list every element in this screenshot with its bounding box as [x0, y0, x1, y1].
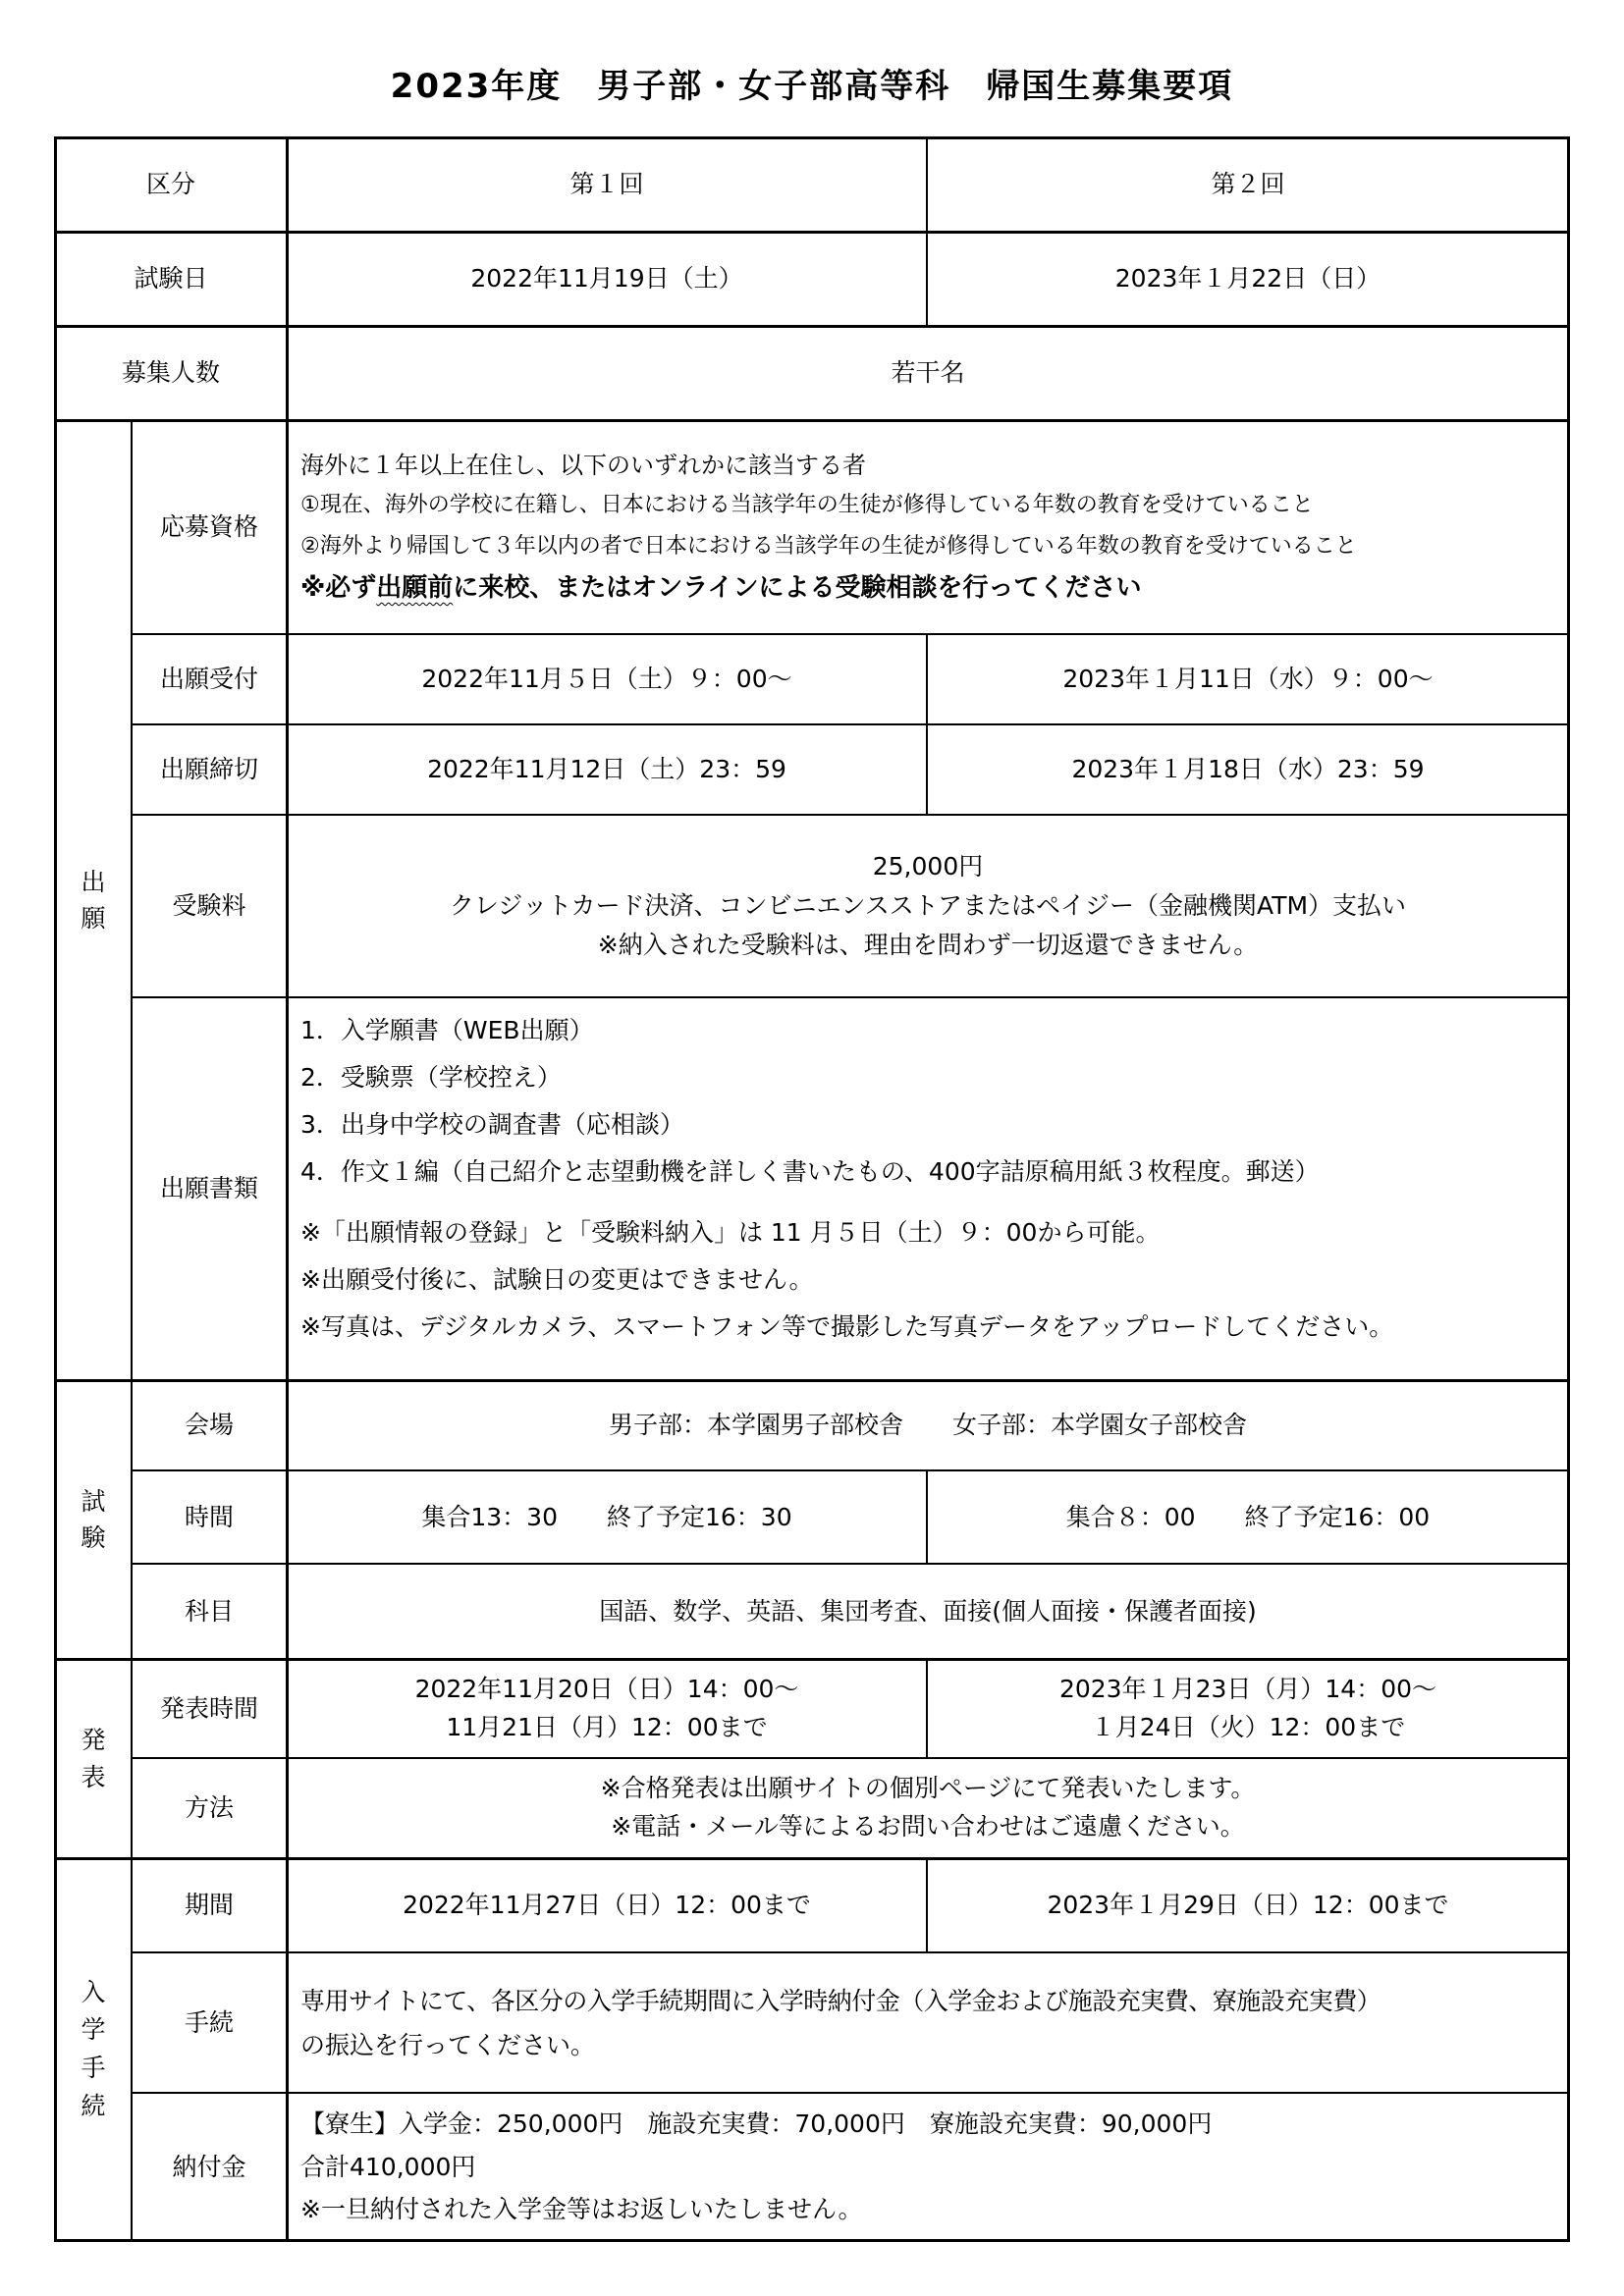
group-char: 手 [81, 2054, 106, 2082]
round2-label: 第２回 [1211, 170, 1285, 199]
announce-method-label-cell [132, 1758, 287, 1858]
exam-date-round2-value: 2023年１月22日（日） [1114, 264, 1381, 294]
acceptance-round2 [927, 634, 1569, 724]
round-col-divider [926, 1470, 928, 1564]
announce-time-round2-end: １月24日（火）12：00まで [1090, 1712, 1406, 1741]
notice-underlined: 出願前 [376, 573, 454, 603]
deadline-round2-value: 2023年１月18日（水）23：59 [1071, 755, 1425, 784]
category-header-cell [55, 137, 287, 232]
page-title: 2023年度 男子部・女子部高等科 帰国生募集要項 [390, 67, 1234, 106]
group-char: 験 [81, 1523, 106, 1552]
venue-label-cell [132, 1380, 287, 1470]
acceptance-label-cell [132, 634, 287, 724]
subrow-divider [132, 1757, 1570, 1759]
round-col-divider [926, 136, 928, 326]
exam-time-label-cell [132, 1470, 287, 1564]
announce-method-content [287, 1758, 1569, 1858]
subrow-divider [132, 723, 1570, 725]
subjects-value-cell [287, 1564, 1569, 1659]
payment-total: 合計410,000円 [300, 2152, 476, 2181]
capacity-value-cell [287, 326, 1569, 420]
announcement-group-label [55, 1659, 132, 1858]
fee-label-cell [132, 815, 287, 997]
document-item: 2．受験票（学校控え） [300, 1063, 562, 1092]
fee-content [287, 815, 1569, 997]
document-note: ※出願受付後に、試験日の変更はできません。 [300, 1265, 814, 1294]
announce-method-line: ※電話・メール等によるお問い合わせはご遠慮ください。 [611, 1812, 1245, 1841]
category-label: 区分 [145, 170, 195, 199]
subrow-divider [132, 1951, 1570, 1953]
deadline-round1 [287, 724, 927, 815]
enroll-period-label: 期間 [184, 1891, 234, 1920]
exam-time-round2 [927, 1470, 1569, 1564]
group-col-divider [131, 420, 133, 2241]
subrow-divider [132, 1563, 1570, 1565]
eligibility-line: ②海外より帰国して３年以内の者で日本における当該学年の生徒が修得している年数の教育を受けていること [300, 534, 1357, 559]
exam-date-round2 [927, 232, 1569, 326]
exam-date-label-cell [55, 232, 287, 326]
eligibility-line: ①現在、海外の学校に在籍し、日本における当該学年の生徒が修得している年数の教育を受けていること [300, 493, 1314, 517]
group-char: 試 [81, 1486, 106, 1516]
subrow-divider [132, 2092, 1570, 2094]
round-col-divider [926, 1659, 928, 1758]
group-char: 続 [81, 2091, 106, 2120]
group-char: 出 [81, 867, 106, 896]
deadline-round2 [927, 724, 1569, 815]
document-note: ※「出願情報の登録」と「受験料納入」は 11 月５日（土）９：00から可能。 [300, 1218, 1161, 1247]
acceptance-round1-value: 2022年11月５日（土）９：00～ [421, 665, 792, 694]
exam-date-label: 試験日 [134, 264, 208, 294]
announce-time-round1 [287, 1659, 927, 1758]
eligibility-notice [300, 575, 1142, 601]
group-char: 表 [81, 1762, 106, 1791]
row-divider [55, 231, 1570, 234]
row-divider [55, 1379, 1570, 1382]
enroll-period-round1 [287, 1858, 927, 1952]
fee-note: ※納入された受験料は、理由を問わず一切返還できません。 [597, 931, 1259, 959]
subjects-label-cell [132, 1564, 287, 1659]
eligibility-label-cell [132, 420, 287, 634]
table-border-bottom [55, 2239, 1570, 2242]
payment-breakdown: 【寮生】入学金：250,000円 施設充実費：70,000円 寮施設充実費：90,000円 [300, 2109, 1213, 2138]
row-divider [55, 419, 1570, 422]
acceptance-round1 [287, 634, 927, 724]
subrow-divider [132, 814, 1570, 816]
documents-content [287, 997, 1569, 1380]
venue-value-cell [287, 1380, 1569, 1470]
document-note: ※写真は、デジタルカメラ、スマートフォン等で撮影した写真データをアップロードしてください。 [300, 1312, 1394, 1341]
enrollment-group-label [55, 1858, 132, 2241]
table-border-left [54, 136, 57, 2242]
payment-content [287, 2093, 1569, 2241]
announce-time-label-cell [132, 1659, 287, 1758]
fee-amount: 25,000円 [872, 852, 984, 881]
exam-time-round1-value: 集合13：30 終了予定16：30 [421, 1502, 792, 1531]
notice-prefix: ※必ず [300, 573, 377, 603]
eligibility-label: 応募資格 [159, 512, 258, 542]
group-char: 学 [81, 2015, 106, 2045]
document-item: 3．出身中学校の調査書（応相談） [300, 1110, 684, 1139]
document-item: 4．作文１編（自己紹介と志望動機を詳しく書いたもの、400字詰原稿用紙３枚程度。郵送） [300, 1157, 1320, 1186]
subjects-value: 国語、数学、英語、集団考査、面接(個人面接・保護者面接) [599, 1596, 1257, 1626]
acceptance-label: 出願受付 [159, 665, 258, 694]
round1-header-cell [287, 137, 927, 232]
eligibility-content [287, 420, 1569, 634]
procedure-content [287, 1952, 1569, 2093]
announce-time-round1-start: 2022年11月20日（日）14：00～ [414, 1674, 799, 1703]
round1-label: 第１回 [569, 170, 644, 199]
table-border-top [55, 136, 1570, 139]
row-divider [55, 1857, 1570, 1860]
exam-time-round2-value: 集合８：00 終了予定16：00 [1065, 1502, 1431, 1531]
subrow-divider [132, 996, 1570, 998]
exam-date-round1 [287, 232, 927, 326]
announce-time-round2-start: 2023年１月23日（月）14：00～ [1058, 1674, 1437, 1703]
group-char: 入 [81, 1977, 106, 2006]
exam-date-round1-value: 2022年11月19日（土） [470, 264, 743, 294]
subrow-divider [132, 633, 1570, 635]
payment-note: ※一旦納付された入学金等はお返しいたしません。 [300, 2195, 863, 2224]
capacity-value: 若干名 [891, 358, 965, 388]
capacity-label: 募集人数 [121, 358, 220, 388]
exam-group-label [55, 1380, 132, 1659]
deadline-label-cell [132, 724, 287, 815]
enroll-period-round1-value: 2022年11月27日（日）12：00まで [403, 1891, 811, 1920]
venue-label: 会場 [184, 1411, 234, 1440]
procedure-line: 専用サイトにて、各区分の入学手続期間に入学時納付金（入学金および施設充実費、寮施設充実費） [300, 1986, 1381, 2015]
deadline-round1-value: 2022年11月12日（土）23：59 [427, 755, 786, 784]
procedure-line: の振込を行ってください。 [300, 2030, 596, 2059]
round-col-divider [926, 1858, 928, 1952]
eligibility-line: 海外に１年以上在住し、以下のいずれかに該当する者 [300, 452, 866, 479]
table-border-right [1567, 136, 1570, 2242]
announce-time-round2 [927, 1659, 1569, 1758]
documents-label-cell [132, 997, 287, 1380]
announce-time-round1-end: 11月21日（月）12：00まで [446, 1712, 768, 1741]
label-col-divider [286, 136, 289, 2242]
group-char: 発 [81, 1726, 106, 1754]
document-item: 1．入学願書（WEB出願） [300, 1016, 594, 1044]
deadline-label: 出願締切 [159, 755, 258, 784]
documents-label: 出願書類 [159, 1174, 258, 1203]
enroll-period-round2 [927, 1858, 1569, 1952]
announce-method-label: 方法 [184, 1793, 234, 1823]
procedure-label: 手続 [184, 2007, 234, 2037]
payment-label: 納付金 [172, 2152, 246, 2181]
payment-label-cell [132, 2093, 287, 2241]
announce-method-line: ※合格発表は出願サイトの個別ページにて発表いたします。 [600, 1774, 1256, 1803]
procedure-label-cell [132, 1952, 287, 2093]
announce-time-label: 発表時間 [159, 1693, 258, 1723]
acceptance-round2-value: 2023年１月11日（水）９：00～ [1062, 665, 1434, 694]
round2-header-cell [927, 137, 1569, 232]
fee-label: 受験料 [172, 891, 246, 921]
subjects-label: 科目 [184, 1596, 234, 1626]
round-col-divider [926, 634, 928, 815]
row-divider [55, 325, 1570, 328]
notice-suffix: に来校、またはオンラインによる受験相談を行ってください [453, 573, 1142, 603]
exam-time-label: 時間 [184, 1502, 234, 1531]
group-char: 願 [81, 904, 106, 933]
enroll-period-label-cell [132, 1858, 287, 1952]
application-group-label [55, 420, 132, 1380]
venue-value: 男子部：本学園男子部校舎 女子部：本学園女子部校舎 [608, 1411, 1247, 1440]
fee-payment-methods: クレジットカード決済、コンビニエンスストアまたはペイジー（金融機関ATM）支払い [449, 891, 1407, 920]
exam-time-round1 [287, 1470, 927, 1564]
enroll-period-round2-value: 2023年１月29日（日）12：00まで [1047, 1891, 1449, 1920]
subrow-divider [132, 1469, 1570, 1471]
capacity-label-cell [55, 326, 287, 420]
row-divider [55, 1658, 1570, 1661]
